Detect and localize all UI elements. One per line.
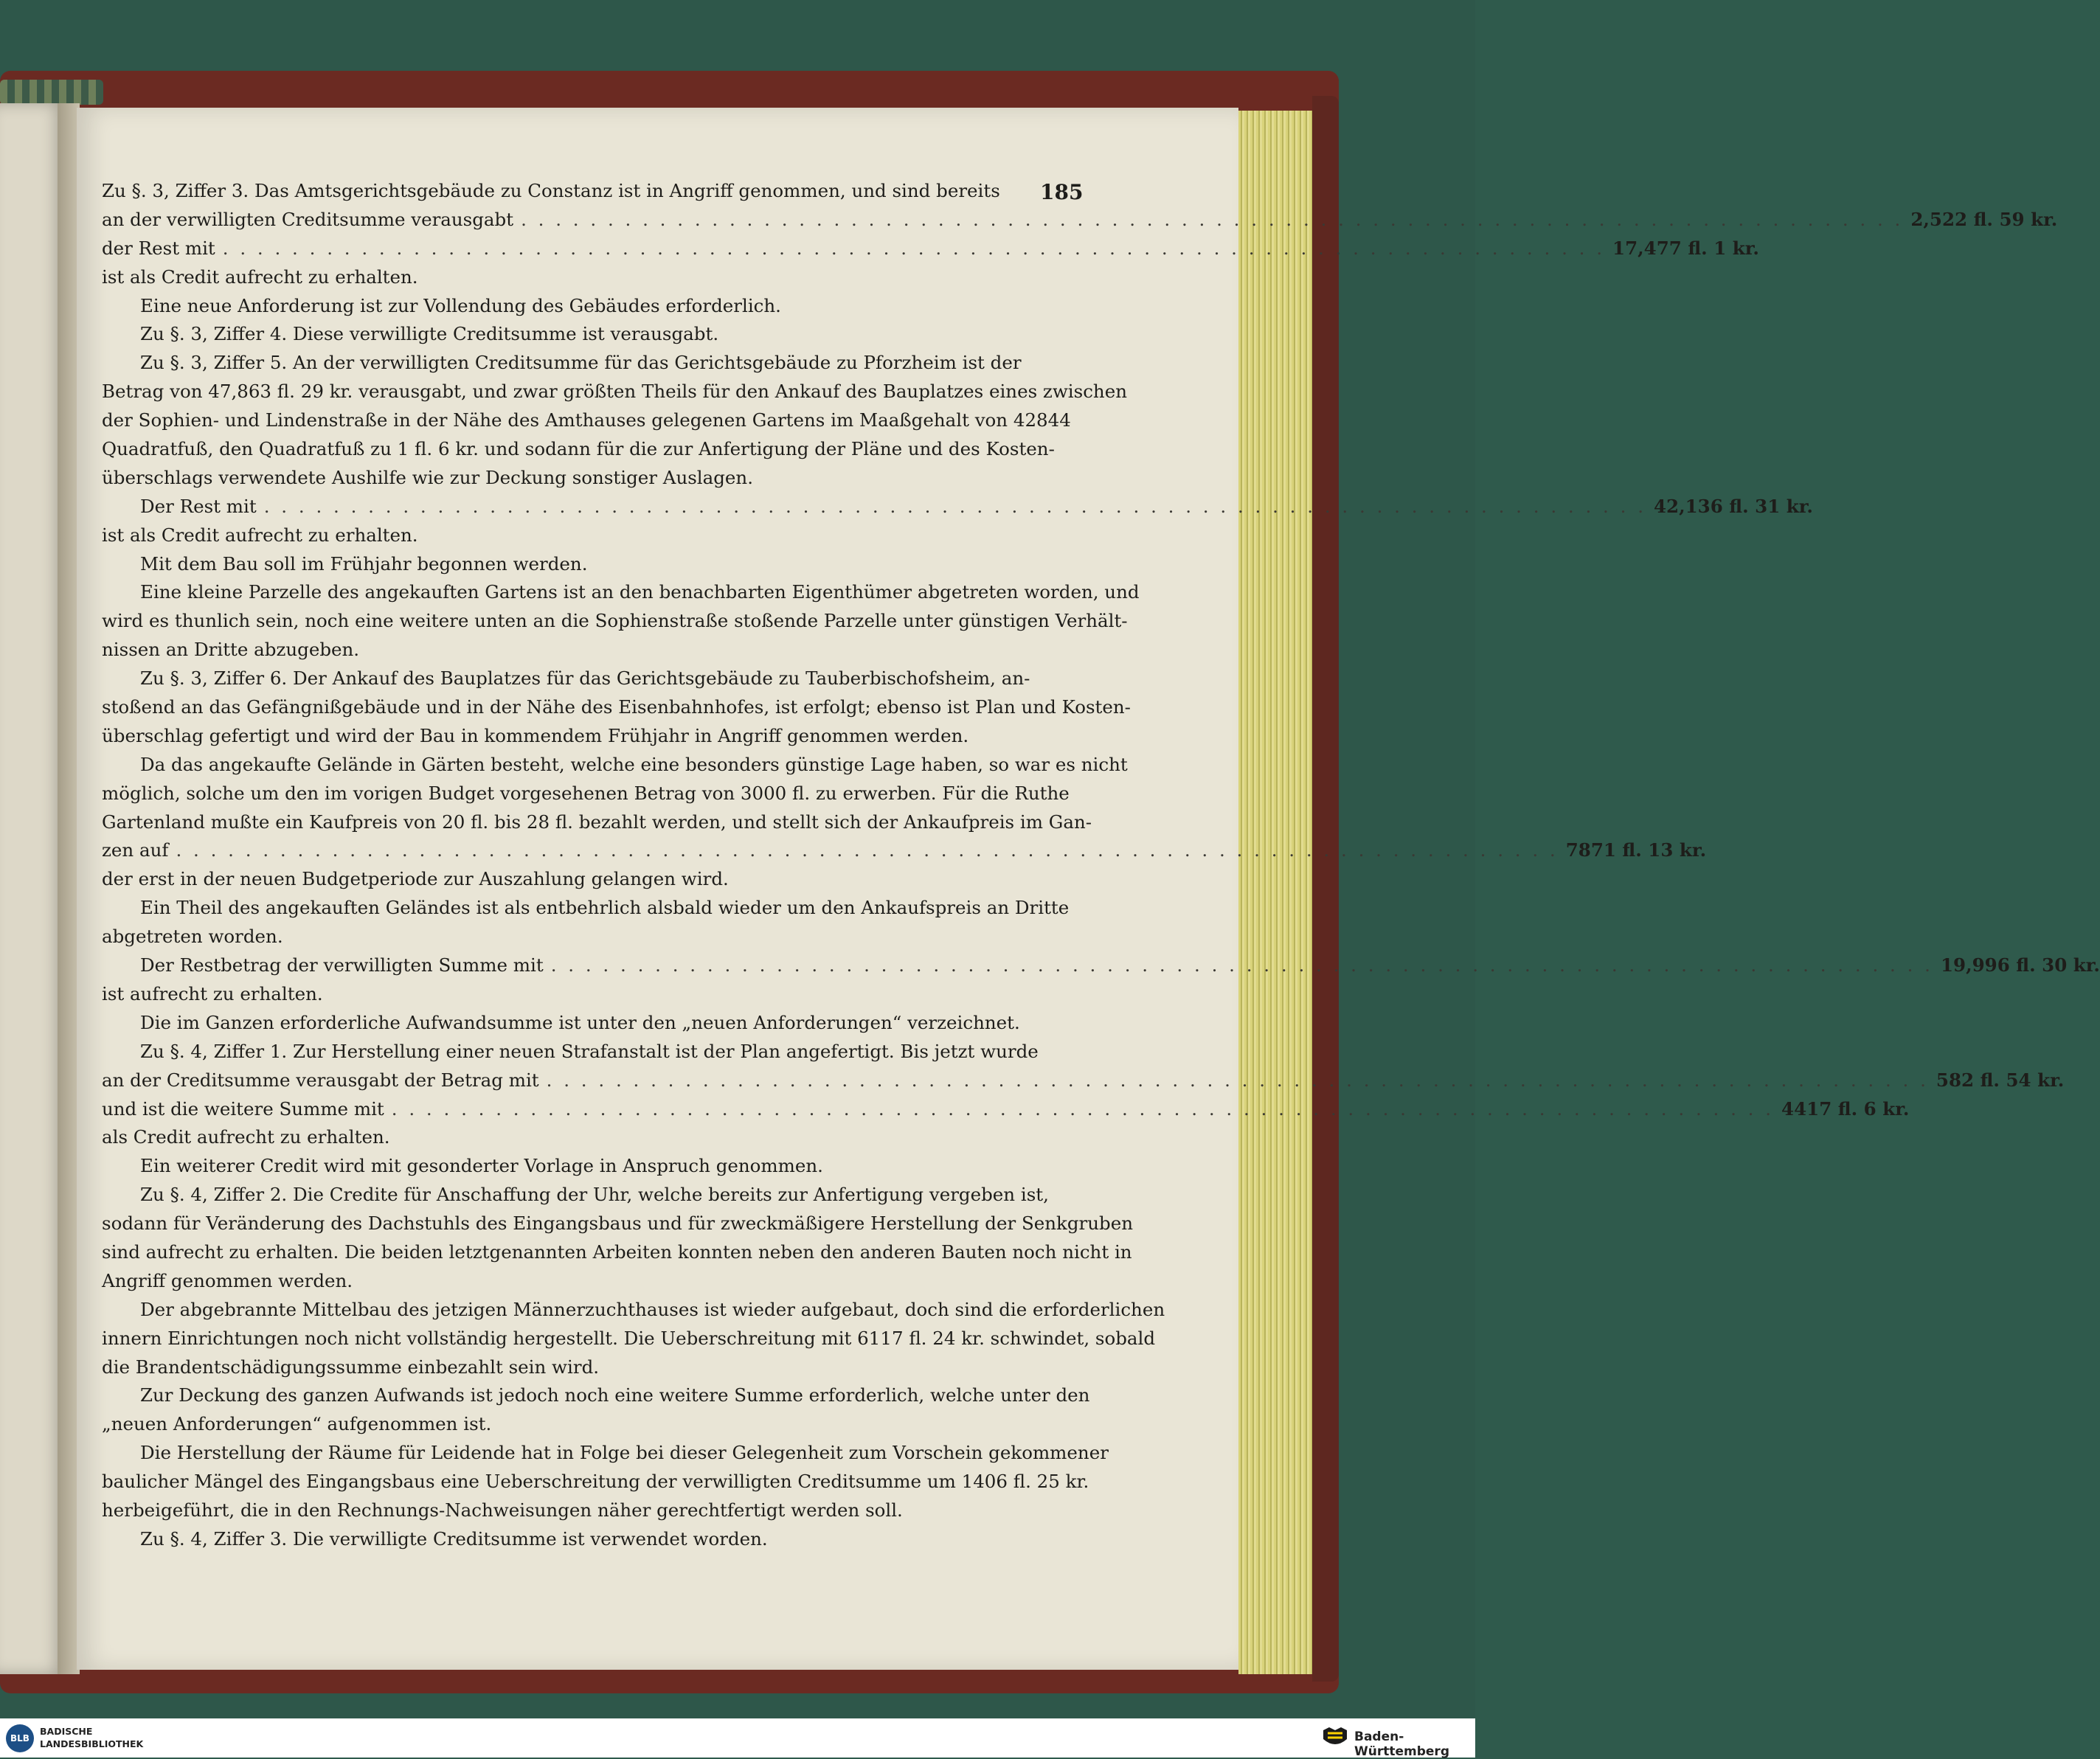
text-line: ist als Credit aufrecht zu erhalten.	[102, 524, 418, 546]
text-line: Zur Deckung des ganzen Aufwands ist jedoch noch eine weitere Summe erforderlich, welche unter den	[140, 1384, 1090, 1406]
text-line: wird es thunlich sein, noch eine weitere unten an die Sophienstraße stoßende Parzelle unter günstigen Verhält-	[102, 610, 1128, 632]
text-line: baulicher Mängel des Eingangsbaus eine Ueberschreitung der verwilligten Creditsumme um 1406 fl. 25 kr.	[102, 1471, 1089, 1493]
text-line: nissen an Dritte abzugeben.	[102, 639, 360, 661]
text-line: der Sophien- und Lindenstraße in der Nähe des Amthauses gelegenen Gartens im Maaßgehalt von 42844	[102, 409, 1071, 431]
text-line: der erst in der neuen Budgetperiode zur Auszahlung gelangen wird.	[102, 868, 729, 890]
ledger-amount: 42,136 fl. 31 kr.	[1654, 495, 1813, 517]
gilded-page-edges	[1238, 111, 1312, 1674]
text-line: herbeigeführt, die in den Rechnungs-Nachweisungen näher gerechtfertigt werden soll.	[102, 1499, 903, 1521]
text-line: Betrag von 47,863 fl. 29 kr. verausgabt, und zwar größten Theils für den Ankauf des Bauplatzes eines zwischen	[102, 381, 1127, 403]
text-line: „neuen Anforderungen“ aufgenommen ist.	[102, 1413, 492, 1435]
text-line: Die im Ganzen erforderliche Aufwandsumme ist unter den „neuen Anforderungen“ verzeichnet.	[140, 1011, 1020, 1033]
text-line	[102, 206, 2058, 235]
text-line: Quadratfuß, den Quadratfuß zu 1 fl. 6 kr. und sodann für die zur Anfertigung der Pläne und des Kosten-	[102, 438, 1055, 460]
text-line: ist aufrecht zu erhalten.	[102, 982, 323, 1005]
text-line: Ein weiterer Credit wird mit gesonderter Vorlage in Anspruch genommen.	[140, 1155, 823, 1177]
leader-dots: . . . . . . . . . . . . . . . . . . . . . . . . . . . . . . . . . . . . . . . . . . . . . . . . . . . . . . . . . . . . . . . . . . . . . . . . . . . . . . . .	[391, 1097, 1775, 1120]
text-line: überschlags verwendete Aushilfe wie zur Deckung sonstiger Auslagen.	[102, 466, 753, 488]
text-line: stoßend an das Gefängnißgebäude und in der Nähe des Eisenbahnhofes, ist erfolgt; ebenso ist Plan und Kosten-	[102, 696, 1131, 718]
text-line: Zu §. 4, Ziffer 1. Zur Herstellung einer neuen Strafanstalt ist der Plan angefertigt. Bis jetzt wurde	[140, 1040, 1039, 1062]
footer-bar	[0, 1718, 1475, 1758]
text-line: möglich, solche um den im vorigen Budget vorgesehenen Betrag von 3000 fl. zu erwerben. Für die Ruthe	[102, 782, 1070, 804]
leader-dots: . . . . . . . . . . . . . . . . . . . . . . . . . . . . . . . . . . . . . . . . . . . . . . . . . . . . . . . . . . . . . . . . . . . . . . . . . . . . . . . .	[521, 208, 1904, 230]
text-line: Die Herstellung der Räume für Leidende hat in Folge bei dieser Gelegenheit zum Vorschein gekommener	[140, 1442, 1109, 1464]
text-line	[102, 836, 1707, 865]
ledger-label: der Rest mit	[102, 237, 215, 259]
library-name[interactable]	[40, 1725, 143, 1750]
text-line: Der abgebrannte Mittelbau des jetzigen Männerzuchthauses ist wieder aufgebaut, doch sind die erforderlichen	[140, 1298, 1165, 1320]
text-line	[102, 951, 2100, 980]
page-text	[102, 177, 2100, 1554]
text-line: Da das angekaufte Gelände in Gärten besteht, welche eine besonders günstige Lage haben, so war es nicht	[140, 753, 1128, 775]
text-line: Gartenland mußte ein Kaufpreis von 20 fl. bis 28 fl. bezahlt werden, und stellt sich der Ankaufpreis im Gan-	[102, 811, 1092, 833]
book-headband	[0, 80, 103, 105]
leader-dots: . . . . . . . . . . . . . . . . . . . . . . . . . . . . . . . . . . . . . . . . . . . . . . . . . . . . . . . . . . . . . . . . . . . . . . . . . . . . . . . .	[176, 839, 1559, 861]
ledger-label: zen auf	[102, 839, 169, 861]
ledger-amount: 17,477 fl. 1 kr.	[1612, 237, 1759, 259]
text-line: als Credit aufrecht zu erhalten.	[102, 1126, 390, 1148]
text-line: Angriff genommen werden.	[102, 1269, 353, 1291]
ledger-label: an der Creditsumme verausgabt der Betrag mit	[102, 1069, 539, 1091]
text-line	[102, 1066, 2065, 1095]
ledger-amount: 4417 fl. 6 kr.	[1781, 1097, 1910, 1120]
page-number: 185	[1040, 180, 1084, 204]
ledger-label: an der verwilligten Creditsumme verausgabt	[102, 208, 514, 230]
ledger-label: Der Rest mit	[140, 495, 257, 517]
ledger-amount: 19,996 fl. 30 kr.	[1940, 954, 2100, 976]
text-line	[102, 493, 1813, 521]
leader-dots: . . . . . . . . . . . . . . . . . . . . . . . . . . . . . . . . . . . . . . . . . . . . . . . . . . . . . . . . . . . . . . . . . . . . . . . . . . . . . . . .	[222, 237, 1606, 259]
left-page-edge	[0, 103, 66, 1674]
book-spine-edge	[1312, 96, 1339, 1682]
text-line: Eine kleine Parzelle des angekauften Gartens ist an den benachbarten Eigenthümer abgetreten worden, und	[140, 581, 1140, 603]
text-line: Mit dem Bau soll im Frühjahr begonnen werden.	[140, 552, 588, 575]
text-line: abgetreten worden.	[102, 926, 283, 948]
ledger-label: und ist die weitere Summe mit	[102, 1097, 384, 1120]
text-line: Zu §. 3, Ziffer 6. Der Ankauf des Bauplatzes für das Gerichtsgebäude zu Tauberbischofsheim, an-	[140, 667, 1030, 690]
leader-dots: . . . . . . . . . . . . . . . . . . . . . . . . . . . . . . . . . . . . . . . . . . . . . . . . . . . . . . . . . . . . . . . . . . . . . . . . . . . . . . . .	[546, 1069, 1929, 1091]
text-line	[102, 1095, 1910, 1124]
text-line: innern Einrichtungen noch nicht vollständig hergestellt. Die Ueberschreitung mit 6117 fl. 24 kr. schwindet, sobald	[102, 1327, 1156, 1349]
text-line: Ein Theil des angekauften Geländes ist als entbehrlich alsbald wieder um den Ankaufspreis an Dritte	[140, 897, 1070, 919]
text-line: Zu §. 4, Ziffer 3. Die verwilligte Creditsumme ist verwendet worden.	[140, 1527, 768, 1550]
leader-dots: . . . . . . . . . . . . . . . . . . . . . . . . . . . . . . . . . . . . . . . . . . . . . . . . . . . . . . . . . . . . . . . . . . . . . . . . . . . . . . . .	[263, 495, 1646, 517]
text-line	[102, 235, 1759, 263]
ledger-label: Der Restbetrag der verwilligten Summe mit	[140, 954, 544, 976]
text-line: Zu §. 3, Ziffer 4. Diese verwilligte Creditsumme ist verausgabt.	[140, 323, 719, 345]
state-name[interactable]: Baden-Württemberg	[1354, 1729, 1449, 1759]
coat-of-arms-icon	[1320, 1726, 1350, 1749]
library-name-line2: LANDESBIBLIOTHEK	[40, 1738, 144, 1749]
text-line: ist als Credit aufrecht zu erhalten.	[102, 266, 418, 288]
text-line: Zu §. 3, Ziffer 3. Das Amtsgerichtsgebäude zu Constanz ist in Angriff genommen, und sind bereits	[102, 180, 1000, 201]
text-line: Zu §. 4, Ziffer 2. Die Credite für Anschaffung der Uhr, welche bereits zur Anfertigung vergeben ist,	[140, 1184, 1049, 1206]
leader-dots: . . . . . . . . . . . . . . . . . . . . . . . . . . . . . . . . . . . . . . . . . . . . . . . . . . . . . . . . . . . . . . . . . . . . . . . . . . . . . . . .	[550, 954, 1933, 976]
ledger-amount: 582 fl. 54 kr.	[1936, 1069, 2065, 1091]
blb-logo[interactable]: BLB	[6, 1724, 34, 1752]
text-line: überschlag gefertigt und wird der Bau in kommendem Frühjahr in Angriff genommen werden.	[102, 724, 969, 746]
text-line: Eine neue Anforderung ist zur Vollendung des Gebäudes erforderlich.	[140, 294, 781, 316]
text-line: sodann für Veränderung des Dachstuhls des Eingangsbaus und für zweckmäßigere Herstellung der Senkgruben	[102, 1212, 1133, 1235]
ledger-amount: 2,522 fl. 59 kr.	[1910, 208, 2058, 230]
text-line: Zu §. 3, Ziffer 5. An der verwilligten Creditsumme für das Gerichtsgebäude zu Pforzheim ist der	[140, 352, 1022, 374]
ledger-amount: 7871 fl. 13 kr.	[1565, 839, 1707, 861]
text-line: die Brandentschädigungssumme einbezahlt sein wird.	[102, 1356, 600, 1378]
text-line: sind aufrecht zu erhalten. Die beiden letztgenannten Arbeiten konnten neben den anderen Bauten noch nicht in	[102, 1241, 1132, 1263]
library-name-line1: BADISCHE	[40, 1726, 93, 1737]
